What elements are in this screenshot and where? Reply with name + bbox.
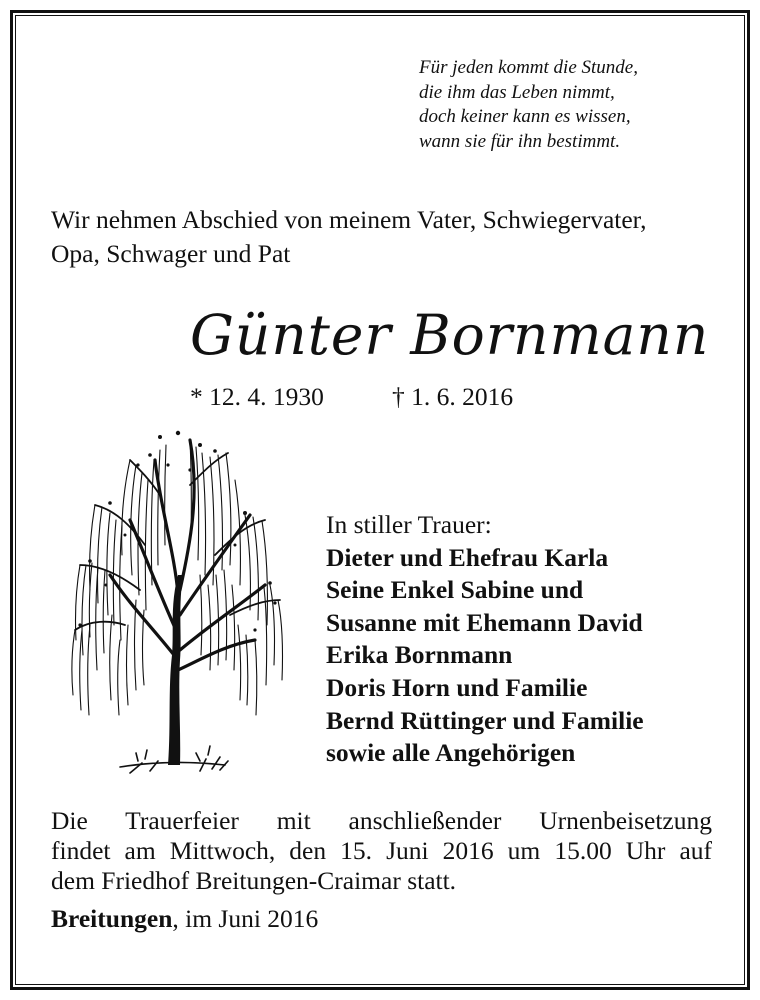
poem-line: wann sie für ihn bestimmt.	[419, 130, 621, 152]
poem	[419, 56, 739, 154]
mourner-name: Susanne mit Ehemann David	[326, 607, 643, 637]
poem-line: doch keiner kann es wissen,	[419, 106, 631, 127]
mourner-name: Seine Enkel Sabine und	[326, 575, 584, 605]
mourning-heading: In stiller Trauer:	[326, 510, 492, 539]
intro-line: Wir nehmen Abschied von meinem Vater, Schwiegervater,	[51, 205, 647, 234]
mourner-name: Dieter und Ehefrau Karla	[326, 542, 609, 572]
poem-line: Für jeden kommt die Stunde,	[419, 57, 638, 78]
place-city: Breitungen	[51, 904, 173, 933]
poem-line: die ihm das Leben nimmt,	[419, 81, 615, 103]
mourners-block	[326, 509, 746, 770]
deceased-name: Günter Bornmann	[190, 303, 710, 367]
death-date: † 1. 6. 2016	[392, 382, 514, 411]
intro-text	[51, 203, 721, 271]
place-and-date	[51, 903, 318, 935]
mourner-name: Doris Horn und Familie	[326, 672, 588, 702]
service-line: findet am Mittwoch, den 15. Juni 2016 um 15.00 Uhr auf	[51, 836, 712, 865]
birth-date: * 12. 4. 1930	[190, 382, 324, 411]
place-date: , im Juni 2016	[172, 904, 319, 933]
mourner-name: Erika Bornmann	[326, 640, 513, 670]
service-line: dem Friedhof Breitungen-Craimar statt.	[51, 866, 457, 895]
weeping-willow-tree-icon	[50, 425, 290, 780]
mourner-name: sowie alle Angehörigen	[326, 738, 576, 768]
service-line: Die Trauerfeier mit anschließender Urnenbeisetzung	[51, 806, 712, 835]
intro-line: Opa, Schwager und Pat	[51, 239, 291, 268]
mourner-name: Bernd Rüttinger und Familie	[326, 705, 644, 735]
service-announcement	[51, 806, 712, 896]
life-dates	[190, 380, 514, 414]
